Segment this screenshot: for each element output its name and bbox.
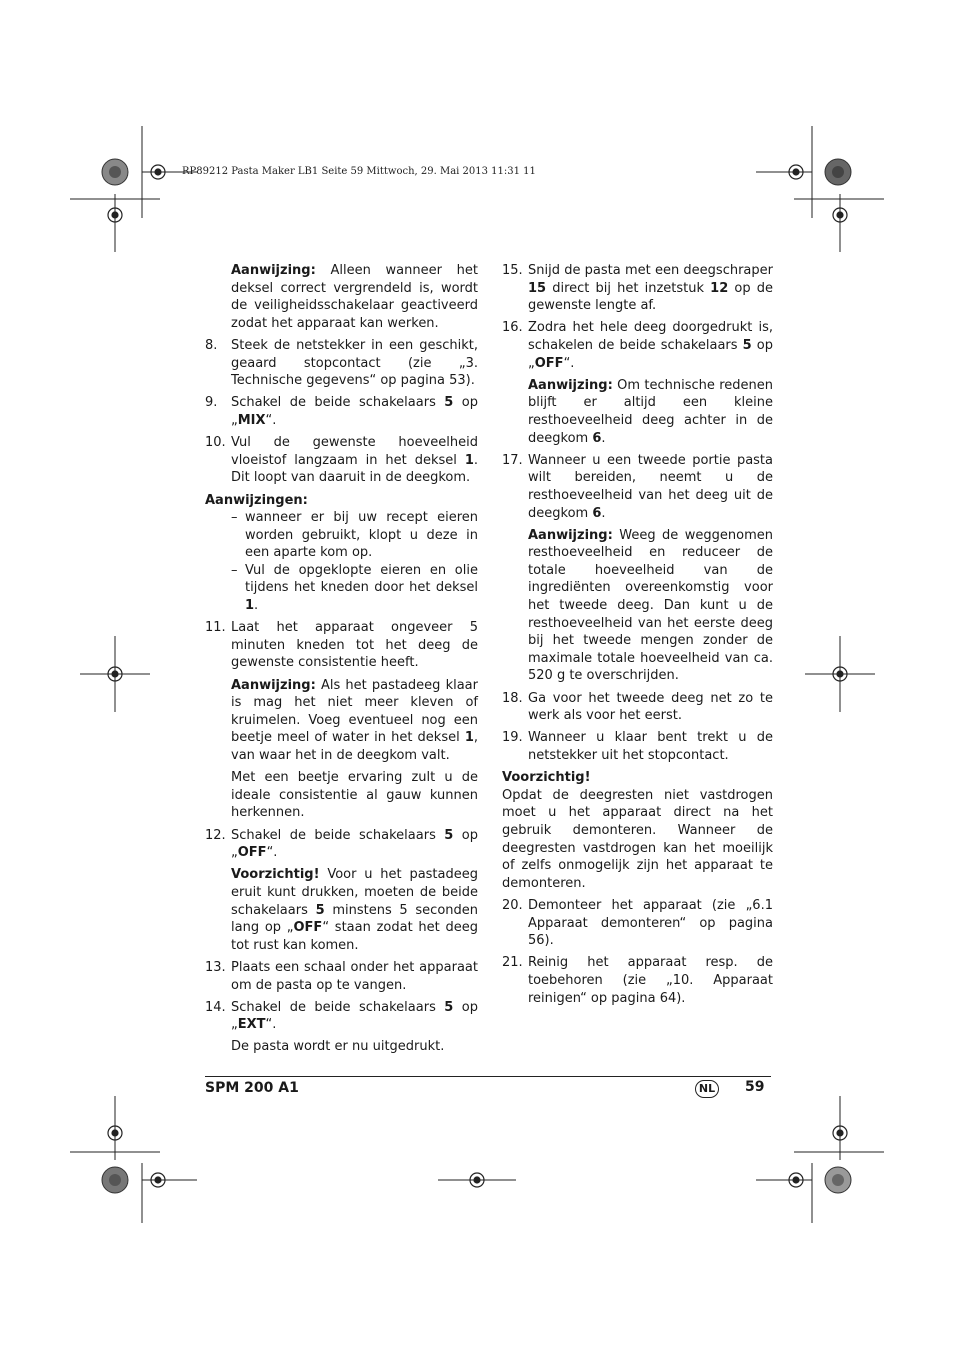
note-paragraph: Aanwijzing: Weeg de weggenomen resthoeveelheid en reduceer de totale hoeveelheid van de ingrediënten overeenkomstig voor het tweede deeg. Dan kunt u de resthoeveelheid van het eerste deeg bij het tweede mengen zonder de maximale totale hoeveelheid van ca. 520 g te overschrijden. bbox=[528, 527, 773, 684]
list-item: 16. Zodra het hele deeg doorgedrukt is, schakelen de beide schakelaars 5 op „OFF“. bbox=[502, 320, 774, 371]
caution-heading: Voorzichtig! bbox=[502, 770, 591, 786]
list-item: 20. Demonteer het apparaat (zie „6.1 Apparaat demonteren“ op pagina 56). bbox=[502, 897, 773, 949]
list-item: 8. Steek de netstekker in een geschikt, geaard stopcontact (zie „3. Technische gegevens“ op pagina 53). bbox=[205, 337, 478, 389]
page-number: 59 bbox=[745, 1079, 765, 1095]
note-paragraph: Aanwijzing: Alleen wanneer het deksel correct vergrendeld is, wordt de veiligheidsschakelaar geactiveerd zodat het apparaat kan werken. bbox=[231, 263, 478, 331]
list-item: 13. Plaats een schaal onder het apparaat om de pasta op te vangen. bbox=[205, 959, 478, 993]
list-item: – wanneer er bij uw recept eieren worden gebruikt, klopt u deze in een aparte kom op. bbox=[231, 510, 478, 561]
body-paragraph: De pasta wordt er nu uitgedrukt. bbox=[231, 1039, 445, 1055]
list-item: 19. Wanneer u klaar bent trekt u de netstekker uit het stopcontact. bbox=[502, 730, 773, 763]
caution-paragraph: Voorzichtig! Voor u het pastadeeg eruit kunt drukken, moeten de beide schakelaars 5 minstens 5 seconden lang op „OFF“ staan zodat het deeg tot rust kan komen. bbox=[231, 867, 478, 953]
caution-paragraph: Opdat de deegresten niet vastdrogen moet u het apparaat direct na het gebruik demonteren. Wanneer de deegresten vastdrogen kan het moeilijk of zelfs onmogelijk zijn het apparaat te demonteren. bbox=[502, 787, 773, 891]
list-item: 14. Schakel de beide schakelaars 5 op „EXT“. bbox=[205, 999, 478, 1033]
list-item: 10. Vul de gewenste hoeveelheid vloeistof langzaam in het deksel 1. Dit loopt van daaruit in de deegkom. bbox=[205, 435, 478, 486]
note-paragraph: Aanwijzing: Als het pastadeeg klaar is mag het niet meer kleven of kruimelen. Voeg eventueel nog een beetje meel of water in het deksel 1, van waar het in de deegkom valt. bbox=[231, 677, 478, 763]
note-paragraph: Aanwijzing: Om technische redenen blijft er altijd een kleine resthoeveelheid deeg achter in de deegkom 6. bbox=[528, 377, 773, 446]
print-header: RP89212 Pasta Maker LB1 Seite 59 Mittwoch, 29. Mai 2013 11:31 11 bbox=[182, 166, 536, 177]
list-item: 9. Schakel de beide schakelaars 5 op „MIX“. bbox=[205, 395, 478, 428]
list-item: 18. Ga voor het tweede deeg net zo te werk als voor het eerst. bbox=[502, 690, 773, 724]
left-column bbox=[205, 262, 478, 1061]
footer-divider bbox=[205, 1076, 771, 1077]
notes-heading: Aanwijzingen: bbox=[205, 492, 308, 508]
body-paragraph: Met een beetje ervaring zult u de ideale consistentie al gauw kunnen herkennen. bbox=[231, 770, 478, 821]
right-column bbox=[502, 262, 773, 1012]
list-item: 11. Laat het apparaat ongeveer 5 minuten kneden tot het deeg de gewenste consistentie heeft. bbox=[205, 620, 478, 671]
list-item: 12. Schakel de beide schakelaars 5 op „OFF“. bbox=[205, 827, 478, 861]
list-item: 15. Snijd de pasta met een deegschraper 15 direct bij het inzetstuk 12 op de gewenste lengte af. bbox=[502, 263, 773, 314]
language-badge: NL bbox=[695, 1080, 719, 1098]
footer-model: SPM 200 A1 bbox=[205, 1080, 299, 1096]
list-item: 17. Wanneer u een tweede portie pasta wilt bereiden, neemt u de resthoeveelheid van het deeg uit de deegkom 6. bbox=[502, 452, 773, 521]
list-item: – Vul de opgeklopte eieren en olie tijdens het kneden door het deksel 1. bbox=[231, 562, 478, 614]
list-item: 21. Reinig het apparaat resp. de toebehoren (zie „10. Apparaat reinigen“ op pagina 64). bbox=[502, 955, 773, 1006]
